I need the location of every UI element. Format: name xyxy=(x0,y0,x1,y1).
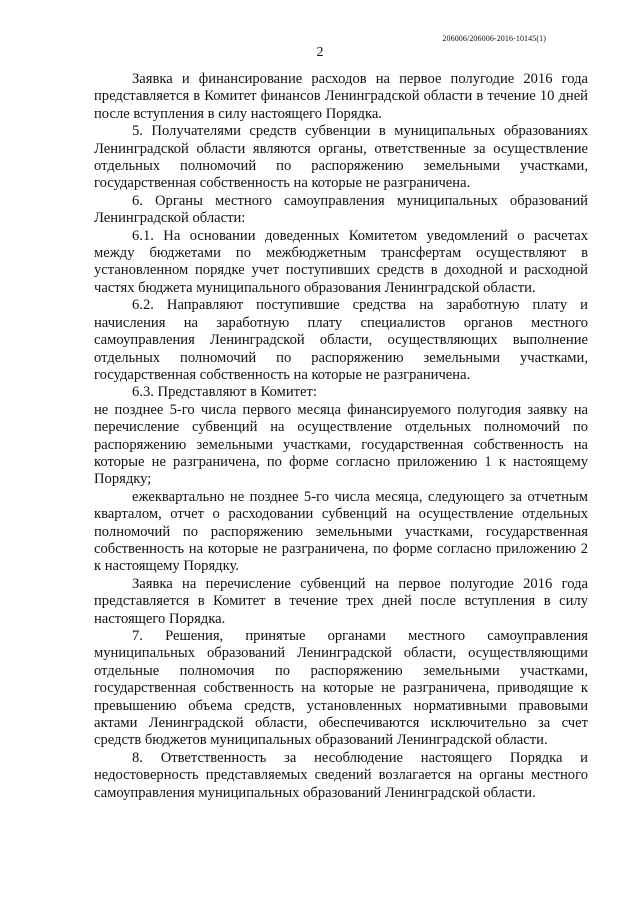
document-id: 206006/206006-2016-10145(1) xyxy=(442,34,546,43)
paragraph-6-local-authorities: 6. Органы местного самоуправления муниципальных образований Ленинградской области: xyxy=(94,192,588,227)
paragraph-application-deadline: Заявка на перечисление субвенций на первое полугодие 2016 года представляется в Комитет в течение трех дней после вступления в силу настоящего Порядка. xyxy=(94,575,588,627)
paragraph-6-3: 6.3. Представляют в Комитет: xyxy=(132,384,317,401)
paragraph-application-first-half: Заявка и финансирование расходов на первое полугодие 2016 года представляется в Комитет финансов Ленинградской области в течение 10 дней после вступления в силу настоящего Порядка. xyxy=(94,71,588,122)
paragraph-6-3-quarterly-report: ежеквартально не позднее 5-го числа месяца, следующего за отчетным кварталом, отчет о расходовании субвенций на осуществление отдельных полномочий по распоряжению земельными участками, государственная собственность на которые не разграничена, по форме согласно приложению 2 к настоящему Порядку. xyxy=(94,488,588,575)
paragraph-6-2: 6.2. Направляют поступившие средства на заработную плату и начисления на заработную плату специалистов органов местного самоуправления Ленинградской области, осуществляющих выполнение отдельных полномочий по распоряжению земельными участками, государственная собственность на которые не разграничена. xyxy=(94,297,588,383)
paragraph-6-3-application: не позднее 5-го числа первого месяца финансируемого полугодия заявку на перечисление субвенций на осуществление отдельных полномочий по распоряжению земельными участками, государственная собственность на которые не разграничена, по форме согласно приложению 1 к настоящему Порядку; xyxy=(94,401,588,488)
document-body xyxy=(94,71,588,802)
paragraph-5-recipients: 5. Получателями средств субвенции в муниципальных образованиях Ленинградской области являются органы, ответственные за осуществление отдельных полномочий по распоряжению земельными участками, государственная собственность на которые не разграничена. xyxy=(94,123,588,192)
paragraph-8-responsibility: 8. Ответственность за несоблюдение настоящего Порядка и недостоверность представляемых сведений возлагается на органы местного самоуправления муниципальных образований Ленинградской области. xyxy=(94,749,588,801)
paragraph-6-1: 6.1. На основании доведенных Комитетом уведомлений о расчетах между бюджетами по межбюджетным трансфертам осуществляют в установленном порядке учет поступивших средств в доходной и расходной частях бюджета муниципального образования Ленинградской области. xyxy=(94,227,588,296)
paragraph-7-decisions: 7. Решения, принятые органами местного самоуправления муниципальных образований Ленинградской области, осуществляющими отдельные полномочия по распоряжению земельными участками, государственная собственность на которые не разграничена, приводящие к превышению объема средств, установленных нормативными правовыми актами Ленинградской области, обеспечиваются исключительно за счет средств бюджетов муниципальных образований Ленинградской области. xyxy=(94,628,588,749)
page-number: 2 xyxy=(316,45,324,60)
